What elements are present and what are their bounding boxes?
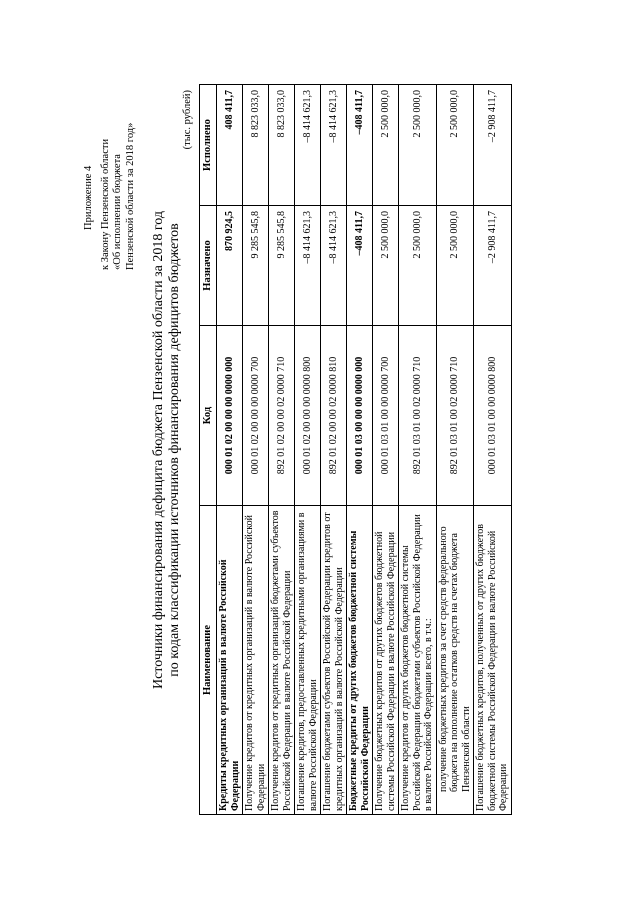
row-name: Получение кредитов от других бюджетов бюджетной системы Российской Федерации бюджетами субъектов Российской Федерации в валюте Российской Федерации всего, в т.ч.: [399,506,437,815]
row-executed: 8 823 033,0 [269,85,295,206]
row-name: Бюджетные кредиты от других бюджетов бюджетной системы Российской Федерации [347,506,373,815]
row-executed: –8 414 621,3 [295,85,321,206]
title-line: по кодам классификации источников финансирования дефицитов бюджетов [167,223,182,677]
table-row [321,85,347,815]
row-executed: 2 500 000,0 [436,85,474,206]
table-row [243,85,269,815]
row-code: 892 01 03 01 00 02 0000 710 [399,326,437,506]
table-row [217,85,243,815]
deficit-financing-table [199,84,512,815]
row-executed: 408 411,7 [217,85,243,206]
table-row [295,85,321,815]
table-header-row [200,85,217,815]
row-code: 000 01 03 00 00 00 0000 000 [347,326,373,506]
row-executed: 2 500 000,0 [373,85,399,206]
row-name: Получение кредитов от кредитных организаций в валюте Российской Федерации [243,506,269,815]
row-executed: –2 908 411,7 [474,85,512,206]
row-executed: 8 823 033,0 [243,85,269,206]
title-line: Источники финансирования дефицита бюджета Пензенской области за 2018 год [151,211,166,690]
header-code: Код [200,326,217,506]
row-name: Погашение кредитов, предоставленных кредитными организациями в валюте Российской Федерации [295,506,321,815]
table-row [347,85,373,815]
row-code: 892 01 02 00 00 02 0000 810 [321,326,347,506]
table-row [399,85,437,815]
row-executed: –8 414 621,3 [321,85,347,206]
row-planned: 870 924,5 [217,206,243,326]
row-name: Получение бюджетных кредитов от других бюджетов бюджетной системы Российской Федерации в валюте Российской Федерации [373,506,399,815]
row-code: 000 01 02 00 00 00 0000 700 [243,326,269,506]
row-executed: –408 411,7 [347,85,373,206]
row-code: 000 01 02 00 00 00 0000 000 [217,326,243,506]
header-planned: Назначено [200,206,217,326]
row-name: получение бюджетных кредитов за счет средств федерального бюджета на пополнение остатков средств на счетах бюджета Пензенской области [436,506,474,815]
row-name: Погашение бюджетами субъектов Российской Федерации кредитов от кредитных организаций в валюте Российской Федерации [321,506,347,815]
row-name: Кредиты кредитных организаций в валюте Российской Федерации [217,506,243,815]
row-planned: –8 414 621,3 [321,206,347,326]
appendix-line: «Об исполнении бюджета [112,154,123,270]
row-code: 000 01 03 01 00 00 0000 700 [373,326,399,506]
header-executed: Исполнено [200,85,217,206]
table-row [269,85,295,815]
document-title [151,105,183,795]
row-planned: –8 414 621,3 [295,206,321,326]
appendix-line: Пензенской области за 2018 год» [124,122,136,270]
row-executed: 2 500 000,0 [399,85,437,206]
row-name: Погашение бюджетных кредитов, полученных от других бюджетов бюджетной системы Российской Федерации в валюте Российской Федерации [474,506,512,815]
row-code: 892 01 02 00 00 02 0000 710 [269,326,295,506]
table-row [436,85,474,815]
row-planned: 9 285 545,8 [269,206,295,326]
row-planned: 2 500 000,0 [373,206,399,326]
appendix-note [83,30,137,270]
table-row [373,85,399,815]
table-row [474,85,512,815]
appendix-number: Приложение 4 [83,165,94,230]
appendix-line: к Закону Пензенской области [99,138,111,270]
row-planned: –408 411,7 [347,206,373,326]
row-code: 892 01 03 01 00 02 0000 710 [436,326,474,506]
header-name: Наименование [200,506,217,815]
row-planned: –2 908 411,7 [474,206,512,326]
row-planned: 2 500 000,0 [399,206,437,326]
row-planned: 9 285 545,8 [243,206,269,326]
row-code: 000 01 02 00 00 00 0000 800 [295,326,321,506]
row-planned: 2 500 000,0 [436,206,474,326]
row-code: 000 01 03 01 00 00 0000 800 [474,326,512,506]
units-label: (тыс. рублей) [182,90,193,150]
row-name: Получение кредитов от кредитных организаций бюджетами субъектов Российской Федерации в валюте Российской Федерации [269,506,295,815]
